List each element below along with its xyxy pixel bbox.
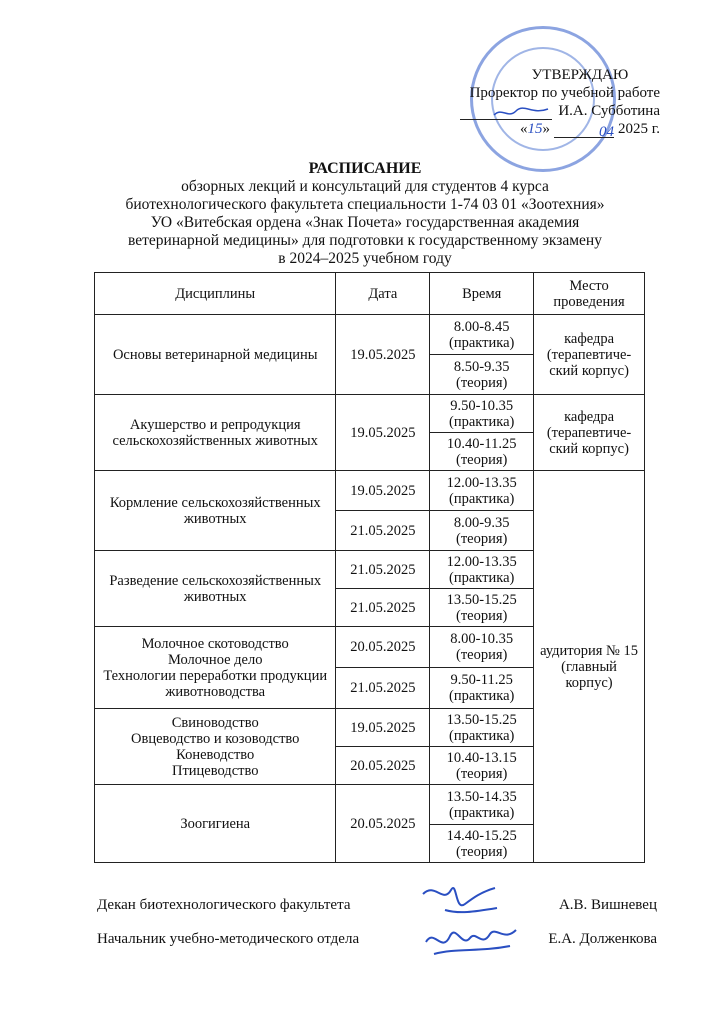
- place-cell: аудитория № 15 (главный корпус): [534, 471, 645, 863]
- date-year: 2025 г.: [618, 121, 660, 137]
- discipline-cell: Кормление сельскохозяйственных животных: [95, 471, 336, 551]
- approval-title: УТВЕРЖДАЮ: [531, 67, 629, 83]
- date-cell: 20.05.2025: [336, 747, 430, 785]
- time-cell: 10.40-13.15 (теория): [430, 747, 534, 785]
- table-row: [95, 471, 645, 511]
- header-place: Место проведения: [534, 273, 645, 315]
- heading-line-4: ветеринарной медицины» для подготовки к государственному экзамену: [128, 232, 602, 249]
- signature-line: [460, 105, 552, 120]
- date-cell: 19.05.2025: [336, 709, 430, 747]
- discipline-cell: Основы ветеринарной медицины: [95, 315, 336, 395]
- dean-name: А.В. Вишневец: [558, 897, 657, 913]
- time-cell: 8.00-8.45 (практика): [430, 315, 534, 355]
- header-disciplines: Дисциплины: [95, 273, 336, 315]
- approval-name: И.А. Субботина: [558, 103, 660, 119]
- head-signature-icon: [420, 918, 520, 964]
- head-signature-row: [97, 931, 657, 948]
- discipline-cell: Молочное скотоводство Молочное дело Технологии переработки продукции животноводства: [95, 627, 336, 709]
- document-heading: [60, 160, 670, 268]
- date-cell: 20.05.2025: [336, 785, 430, 863]
- signature-icon: [492, 105, 552, 119]
- date-month-line: [554, 123, 614, 138]
- date-cell: 21.05.2025: [336, 551, 430, 589]
- place-cell: кафедра (терапевтиче-ский корпус): [534, 395, 645, 471]
- document-title: РАСПИСАНИЕ: [308, 160, 422, 177]
- head-name: Е.А. Долженкова: [548, 931, 657, 947]
- time-cell: 8.00-9.35 (теория): [430, 511, 534, 551]
- heading-line-2: биотехнологического факультета специальности 1-74 03 01 «Зоотехния»: [125, 196, 605, 213]
- discipline-cell: Свиноводство Овцеводство и козоводство Коневодство Птицеводство: [95, 709, 336, 785]
- table-row: [95, 315, 645, 355]
- approval-position: Проректор по учебной работе: [469, 85, 660, 101]
- header-date: Дата: [336, 273, 430, 315]
- time-cell: 9.50-10.35 (практика): [430, 395, 534, 433]
- date-day: 15: [527, 121, 543, 137]
- time-cell: 12.00-13.35 (практика): [430, 471, 534, 511]
- date-quote-open: «: [520, 121, 528, 137]
- time-cell: 13.50-14.35 (практика): [430, 785, 534, 825]
- heading-line-1: обзорных лекций и консультаций для студентов 4 курса: [181, 178, 549, 195]
- table-header-row: [95, 273, 645, 315]
- date-quote-close: »: [542, 121, 551, 137]
- time-cell: 12.00-13.35 (практика): [430, 551, 534, 589]
- dean-signature-icon: [415, 874, 505, 922]
- place-cell: кафедра (терапевтиче-ский корпус): [534, 315, 645, 395]
- heading-line-3: УО «Витебская ордена «Знак Почета» государственная академия: [150, 214, 580, 231]
- time-cell: 8.50-9.35 (теория): [430, 355, 534, 395]
- head-title: Начальник учебно-методического отдела: [97, 931, 360, 947]
- schedule-table: [94, 272, 645, 863]
- date-cell: 21.05.2025: [336, 668, 430, 709]
- time-cell: 9.50-11.25 (практика): [430, 668, 534, 709]
- discipline-cell: Зоогигиена: [95, 785, 336, 863]
- date-cell: 19.05.2025: [336, 395, 430, 471]
- date-cell: 19.05.2025: [336, 315, 430, 395]
- date-cell: 21.05.2025: [336, 589, 430, 627]
- approval-date: [430, 120, 660, 138]
- time-cell: 10.40-11.25 (теория): [430, 433, 534, 471]
- time-cell: 13.50-15.25 (практика): [430, 709, 534, 747]
- table-row: [95, 395, 645, 433]
- dean-signature-row: [97, 897, 657, 914]
- date-month: 04: [599, 124, 615, 140]
- date-cell: 20.05.2025: [336, 627, 430, 668]
- discipline-cell: Разведение сельскохозяйственных животных: [95, 551, 336, 627]
- approval-signature-row: [430, 102, 660, 120]
- discipline-cell: Акушерство и репродукция сельскохозяйственных животных: [95, 395, 336, 471]
- heading-line-5: в 2024–2025 учебном году: [278, 250, 452, 267]
- header-time: Время: [430, 273, 534, 315]
- approval-block: [430, 66, 660, 138]
- time-cell: 14.40-15.25 (теория): [430, 825, 534, 863]
- date-cell: 21.05.2025: [336, 511, 430, 551]
- dean-title: Декан биотехнологического факультета: [97, 897, 351, 913]
- date-cell: 19.05.2025: [336, 471, 430, 511]
- time-cell: 13.50-15.25 (теория): [430, 589, 534, 627]
- time-cell: 8.00-10.35 (теория): [430, 627, 534, 668]
